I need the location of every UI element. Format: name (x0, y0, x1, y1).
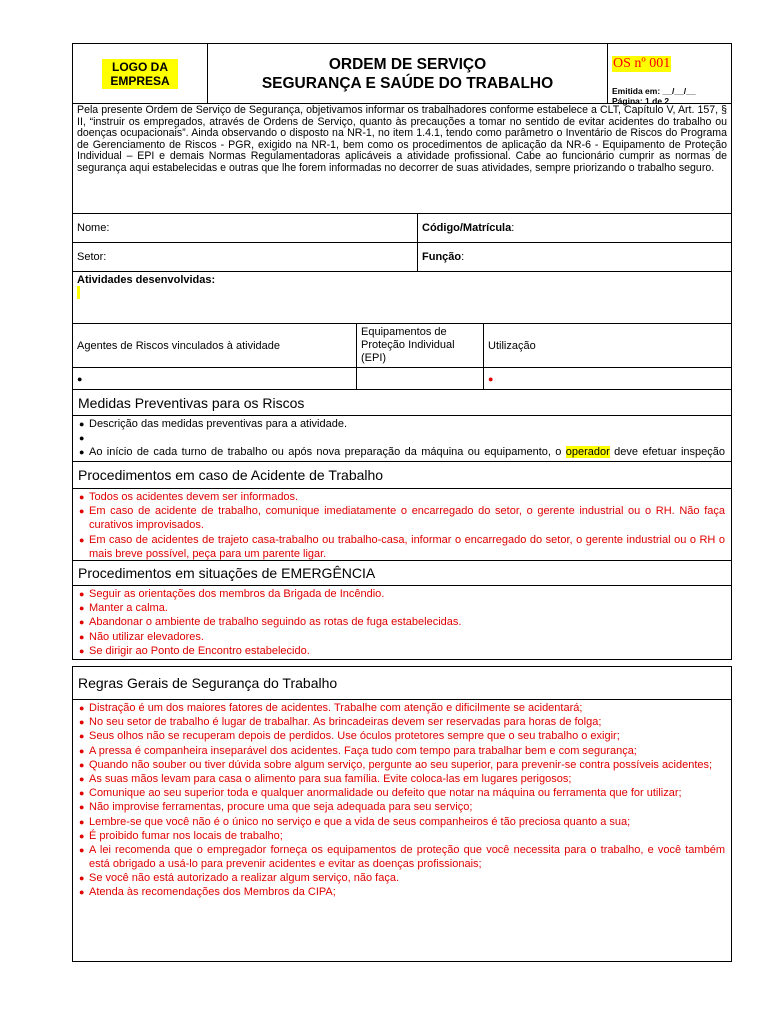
bullet-icon: ● (79, 731, 85, 742)
bullet-icon: ● (79, 506, 85, 517)
os-number: OS nº 001 (613, 56, 671, 71)
name-field[interactable]: Nome : (73, 214, 418, 242)
sector-label: Setor (77, 251, 104, 263)
preventive-section-body (72, 416, 732, 462)
service-order-document (72, 43, 732, 962)
rules-section-title: Regras Gerais de Segurança do Trabalho (72, 666, 732, 700)
bullet-icon: ● (79, 774, 85, 785)
logo-cell (73, 44, 208, 103)
list-item: ● É proibido fumar nos locais de trabalho; (79, 829, 283, 842)
list-item: ● Manter a calma. (79, 602, 168, 615)
list-item: ● Em caso de acidentes de trajeto casa-trabalho ou trabalho-casa, informar o encarregado do setor, o gerente industrial ou o RH o mais breve possível, peça para um parente ligar. (79, 533, 725, 560)
list-item: ● Atenda às recomendações dos Membros da CIPA; (79, 886, 336, 899)
list-item: ● Seus olhos não se recuperam depois de perdidos. Use óculos protetores sempre que o seu trabalho o exigir; (79, 730, 620, 743)
list-item: ● Lembre-se que você não é o único no serviço e que a vida de seus companheiros é tão preciosa quanto a sua; (79, 815, 631, 828)
epi-header: Equipamentos de Proteção Individual (EPI) (357, 324, 484, 367)
list-item: ● As suas mãos levam para casa o alimento para sua família. Evite coloca-las em lugares perigosos; (79, 773, 572, 786)
epi-cell[interactable] (357, 368, 484, 389)
bullet-icon: ● (79, 816, 85, 827)
risk-agents-header: Agentes de Riscos vinculados à atividade (73, 324, 357, 367)
document-title-line2: SEGURANÇA E SAÚDE DO TRABALHO (261, 74, 554, 92)
bullet-icon: ● (79, 745, 85, 756)
list-item: ● No seu setor de trabalho é lugar de trabalhar. As brincadeiras devem ser reservadas para horas de folga; (79, 716, 602, 729)
bullet-icon: ● (79, 617, 85, 628)
usage-header: Utilização (488, 339, 536, 352)
list-item: ● Seguir as orientações dos membros da Brigada de Incêndio. (79, 588, 385, 600)
accident-section-body (72, 489, 732, 561)
bullet-icon: ● (79, 645, 85, 656)
list-item: ● Se você não está autorizado a realizar algum serviço, não faça. (79, 872, 400, 885)
list-item: ● Ao início de cada turno de trabalho ou após nova preparação da máquina ou equipamento, o operador deve efetuar inspeção (79, 445, 725, 462)
os-info-cell (608, 44, 731, 106)
code-label: Código/Matrícula (422, 222, 512, 234)
code-field[interactable]: Código/Matrícula : (422, 222, 515, 234)
function-label: Função (422, 251, 462, 263)
intro-paragraph: Pela presente Ordem de Serviço de Segurança, objetivamos informar os trabalhadores conforme estabelece a CLT, Capítulo V, Art. 157, § II, “instruir os empregados, através de Ordens de Serviço, quanto às precauções a tomar no sentido de evitar acidentes do trabalho ou doenças ocupacionais”. Ainda observando o disposto na NR-1, no item 1.4.1, tendo como parâmetro o Inventário de Riscos do Programa de Gerenciamento de Riscos - PGR, exigido na NR-1, bem como os procedimentos de aplicação da NR-6 - Equipamento de Proteção Individual – EPI e demais Normas Regulamentadoras aplicáveis a atividade profissional. Cabe ao funcionário cumprir as normas de segurança aqui estabelecidas e outras que lhe forem informadas no decorrer de suas atividades, sempre priorizando o trabalho seguro. (72, 104, 732, 214)
document-title-line1: ORDEM DE SERVIÇO (328, 55, 487, 73)
risk-agent-cell[interactable] (73, 368, 357, 389)
risks-table-header (72, 324, 732, 368)
list-item: ● A pressa é companheira inseparável dos acidentes. Faça tudo com tempo para trabalhar bem e com segurança; (79, 744, 637, 757)
bullet-icon: ● (79, 703, 85, 713)
activities-field[interactable] (72, 272, 732, 324)
company-logo-placeholder: LOGO DA EMPRESA (102, 59, 178, 89)
bullet-icon: ● (79, 845, 85, 856)
bullet-icon: ● (79, 887, 85, 898)
accident-section-title: Procedimentos em caso de Acidente de Trabalho (72, 462, 732, 489)
preventive-section-title: Medidas Preventivas para os Riscos (72, 390, 732, 416)
bullet-icon: ● (79, 589, 85, 599)
bullet-icon: ● (79, 419, 85, 429)
activities-label: Atividades desenvolvidas: (77, 274, 216, 286)
list-item: ● Abandonar o ambiente de trabalho seguindo as rotas de fuga estabelecidas. (79, 616, 462, 629)
list-item: ● A lei recomenda que o empregador forneça os equipamentos de proteção que você necessita para o trabalho, e você também está obrigado a usá-lo para prevenir acidentes e evitar as doenças profissionais; (79, 844, 725, 871)
sector-field[interactable]: Setor : (73, 243, 418, 271)
title-cell (208, 44, 608, 103)
bullet-icon: ● (79, 534, 85, 545)
list-item: ● Descrição das medidas preventivas para a atividade. (79, 418, 348, 430)
list-item: ● Não utilizar elevadores. (79, 630, 204, 643)
bullet-icon: ● (79, 788, 85, 799)
bullet-icon: ● (79, 830, 85, 841)
issued-date: Emitida em: __/__/__ (612, 86, 696, 96)
function-field[interactable]: Função : (422, 251, 465, 263)
bullet-icon: ● (77, 373, 83, 384)
bullet-icon: ● (79, 873, 85, 884)
bullet-icon: ● (79, 603, 85, 614)
bullet-icon: ● (79, 717, 85, 728)
list-item (79, 431, 725, 445)
risks-table-row (72, 368, 732, 390)
list-item: ● Em caso de acidente de trabalho, comunique imediatamente o encarregado do setor, o gerente industrial ou o RH. Não faça curativos improvisados. (79, 505, 725, 532)
list-item: ● Todos os acidentes devem ser informados. (79, 491, 299, 503)
bullet-icon: ● (79, 492, 85, 502)
usage-cell[interactable] (484, 368, 731, 389)
bullet-icon: ● (79, 433, 85, 444)
rules-section-body (72, 700, 732, 962)
bullet-icon: ● (79, 802, 85, 813)
name-label: Nome (77, 222, 107, 234)
list-item: ● Se dirigir ao Ponto de Encontro estabelecido. (79, 644, 310, 657)
sector-function-row (72, 243, 732, 272)
bullet-icon: ● (488, 373, 494, 384)
bullet-icon: ● (79, 631, 85, 642)
bullet-icon: ● (79, 759, 85, 770)
name-code-row (72, 214, 732, 243)
list-item: ● Não improvise ferramentas, procure uma que seja adequada para seu serviço; (79, 801, 473, 814)
document-header (72, 43, 732, 104)
list-item: ● Quando não souber ou tiver dúvida sobre algum serviço, pergunte ao seu superior, para prevenir-se contra possíveis acidentes; (79, 758, 713, 771)
highlighted-word: operador (565, 446, 610, 459)
activities-cursor-highlight (77, 286, 80, 299)
list-item: ● Distração é um dos maiores fatores de acidentes. Trabalhe com atenção e dificilmente se acidentará; (79, 702, 583, 714)
list-item: ● Comunique ao seu superior toda e qualquer anormalidade ou defeito que notar na máquina ou ferramenta que for utilizar; (79, 787, 682, 800)
emergency-section-title: Procedimentos em situações de EMERGÊNCIA (72, 561, 732, 586)
emergency-section-body (72, 586, 732, 660)
bullet-icon: ● (79, 447, 85, 458)
page-number: Página: 1 de 2 (612, 96, 670, 106)
